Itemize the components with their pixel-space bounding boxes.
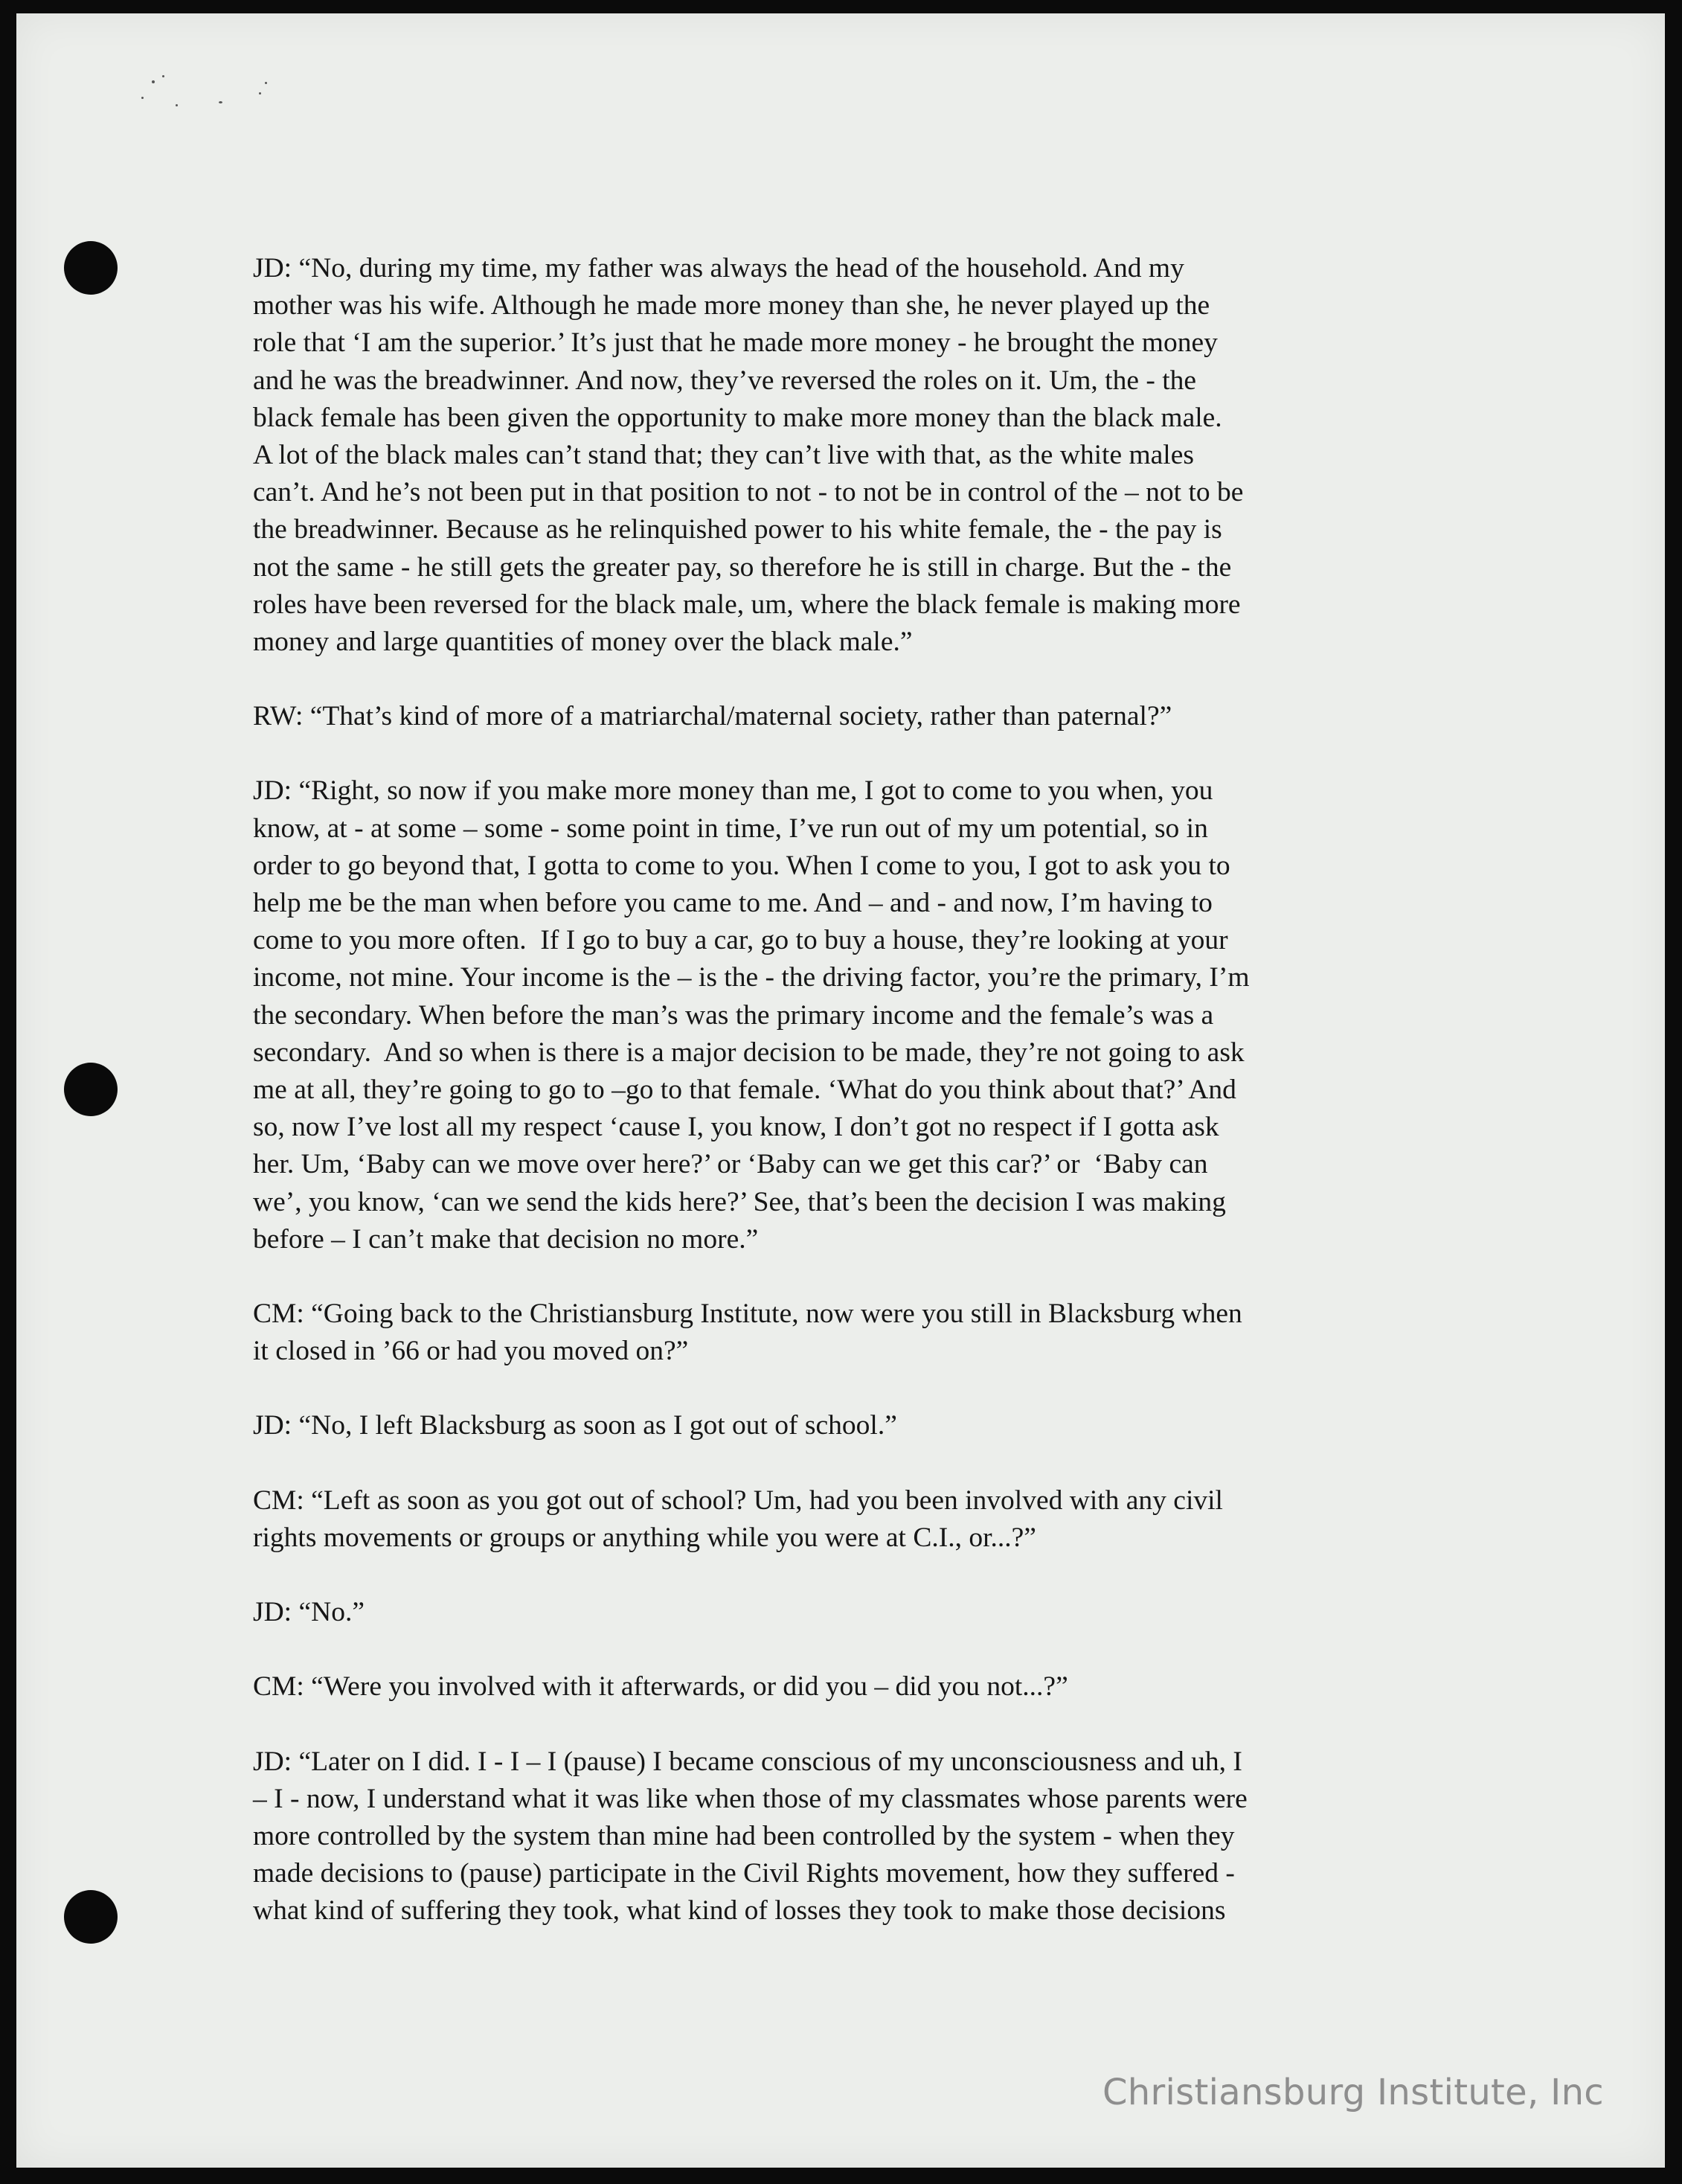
transcript-line: it closed in ’66 or had you moved on?” <box>253 1336 689 1367</box>
transcript-line: so, now I’ve lost all my respect ‘cause I, you know, I don’t got no respect if I gotta ask <box>253 1112 1219 1143</box>
transcript-line: her. Um, ‘Baby can we move over here?’ or ‘Baby can we get this car?’ or ‘Baby can <box>253 1149 1208 1180</box>
transcript-line: order to go beyond that, I gotta to come to you. When I come to you, I got to ask you to <box>253 850 1230 881</box>
punch-hole-bottom <box>64 1890 118 1944</box>
transcript-line: not the same - he still gets the greater pay, so therefore he is still in charge. But the - the <box>253 551 1232 583</box>
transcript-line: income, not mine. Your income is the – is the - the driving factor, you’re the primary, I’m <box>253 962 1250 993</box>
transcript-paragraph <box>253 1407 1451 1444</box>
transcript-paragraph <box>253 250 1451 661</box>
transcript-line: JD: “Later on I did. I - I – I (pause) I became conscious of my unconsciousness and uh, I <box>253 1746 1242 1777</box>
transcript-line: JD: “No, during my time, my father was always the head of the household. And my <box>253 253 1184 284</box>
document-page <box>16 13 1665 2168</box>
transcript-line: and he was the breadwinner. And now, they’ve reversed the roles on it. Um, the - the <box>253 365 1197 396</box>
transcript-line: A lot of the black males can’t stand that; they can’t live with that, as the white males <box>253 440 1194 471</box>
transcript-line: come to you more often. If I go to buy a car, go to buy a house, they’re looking at your <box>253 925 1228 956</box>
transcript-line: we’, you know, ‘can we send the kids here?’ See, that’s been the decision I was making <box>253 1186 1226 1217</box>
transcript-line: RW: “That’s kind of more of a matriarchal/maternal society, rather than paternal?” <box>253 701 1172 732</box>
transcript-line: before – I can’t make that decision no more.” <box>253 1223 759 1255</box>
transcript-line: CM: “Left as soon as you got out of school? Um, had you been involved with any civil <box>253 1485 1223 1516</box>
paper-specks <box>128 74 292 134</box>
transcript-line: the breadwinner. Because as he relinquished power to his white female, the - the pay is <box>253 514 1222 545</box>
transcript-line: mother was his wife. Although he made more money than she, he never played up the <box>253 290 1210 321</box>
watermark: Christiansburg Institute, Inc <box>1102 2072 1604 2113</box>
transcript-line: CM: “Going back to the Christiansburg Institute, now were you still in Blacksburg when <box>253 1298 1242 1330</box>
transcript-paragraph <box>253 1296 1451 1370</box>
transcript-line: what kind of suffering they took, what kind of losses they took to make those decisions <box>253 1895 1226 1927</box>
transcript-paragraph <box>253 1482 1451 1557</box>
punch-hole-middle <box>64 1063 118 1116</box>
transcript-line: can’t. And he’s not been put in that position to not - to not be in control of the – not to be <box>253 477 1244 508</box>
transcript-paragraph <box>253 772 1451 1258</box>
transcript-paragraph <box>253 698 1451 735</box>
transcript-line: – I - now, I understand what it was like when those of my classmates whose parents were <box>253 1783 1248 1814</box>
transcript-paragraph <box>253 1743 1451 1930</box>
transcript-line: the secondary. When before the man’s was the primary income and the female’s was a <box>253 999 1214 1031</box>
transcript-line: black female has been given the opportunity to make more money than the black male. <box>253 402 1222 433</box>
transcript-line: rights movements or groups or anything while you were at C.I., or...?” <box>253 1522 1036 1553</box>
transcript-paragraph <box>253 1668 1451 1706</box>
transcript-line: help me be the man when before you came to me. And – and - and now, I’m having to <box>253 888 1213 919</box>
transcript-line: roles have been reversed for the black male, um, where the black female is making more <box>253 589 1241 620</box>
transcript-paragraph <box>253 1594 1451 1631</box>
transcript-line: secondary. And so when is there is a major decision to be made, they’re not going to ask <box>253 1037 1245 1068</box>
transcript-line: role that ‘I am the superior.’ It’s just that he made more money - he brought the money <box>253 327 1218 359</box>
transcript-line: more controlled by the system than mine had been controlled by the system - when they <box>253 1820 1235 1851</box>
interview-transcript <box>253 250 1451 1967</box>
transcript-line: CM: “Were you involved with it afterwards, or did you – did you not...?” <box>253 1671 1068 1703</box>
transcript-line: JD: “No, I left Blacksburg as soon as I got out of school.” <box>253 1410 897 1441</box>
punch-hole-top <box>64 241 118 295</box>
transcript-line: JD: “No.” <box>253 1597 365 1628</box>
transcript-line: know, at - at some – some - some point in time, I’ve run out of my um potential, so in <box>253 813 1208 844</box>
transcript-line: me at all, they’re going to go to –go to that female. ‘What do you think about that?’ And <box>253 1075 1236 1106</box>
transcript-line: JD: “Right, so now if you make more money than me, I got to come to you when, you <box>253 775 1213 807</box>
transcript-line: money and large quantities of money over the black male.” <box>253 627 913 658</box>
transcript-line: made decisions to (pause) participate in the Civil Rights movement, how they suffered - <box>253 1858 1235 1889</box>
